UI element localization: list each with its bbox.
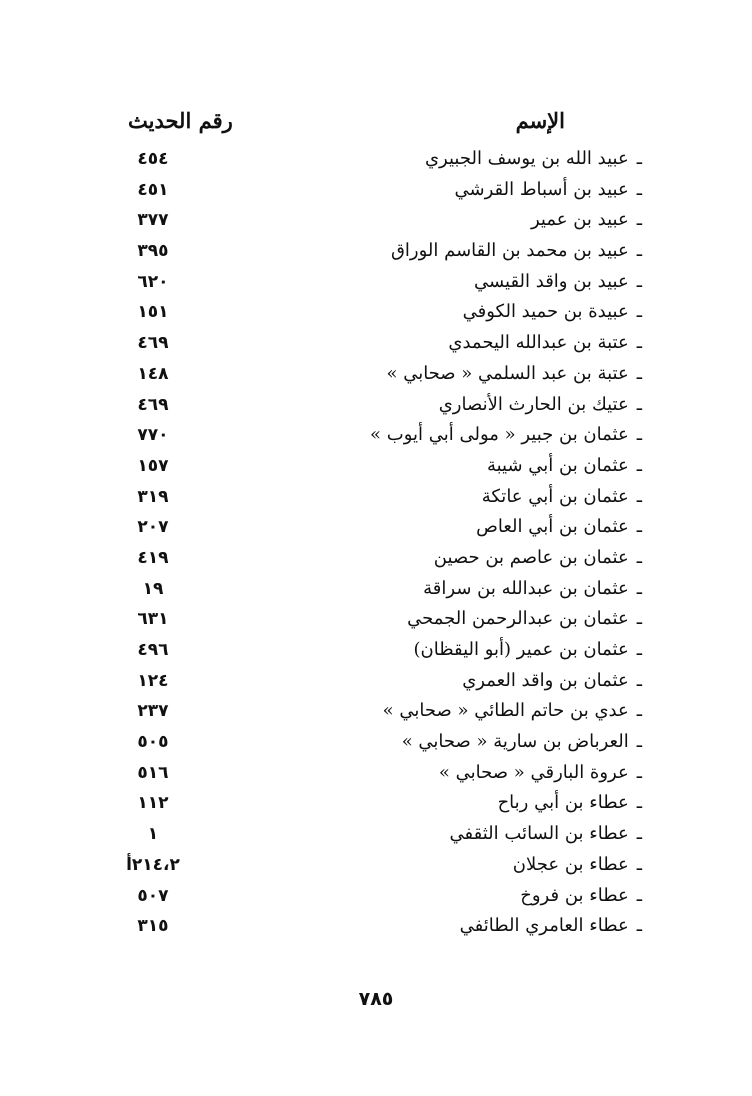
bullet-dash: ـ [636,577,642,599]
bullet-dash: ـ [636,362,642,384]
narrator-name: عثمان بن أبي عاتكة [481,485,629,507]
bullet-dash: ـ [636,915,642,937]
narrator-name: عتبة بن عبد السلمي « صحابي » [386,362,629,384]
bullet-dash: ـ [636,700,642,722]
bullet-dash: ـ [636,485,642,507]
hadith-number: ١ [147,824,159,845]
list-item [0,267,752,298]
narrator-name: عبيدة بن حميد الكوفي [462,301,629,323]
bullet-dash: ـ [636,853,642,875]
index-list [0,144,752,942]
list-item [0,236,752,267]
bullet-dash: ـ [636,516,642,538]
hadith-number: ٢٣٧ [137,701,169,722]
hadith-number: ٥١٦ [137,762,169,783]
list-item [0,758,752,789]
list-item [0,574,752,605]
bullet-dash: ـ [636,209,642,231]
narrator-name: عبيد الله بن يوسف الجبيري [424,148,629,169]
list-item [0,512,752,543]
hadith-number: ٦٣١ [137,609,169,630]
bullet-dash: ـ [636,270,642,292]
bullet-dash: ـ [636,731,642,753]
bullet-dash: ـ [636,240,642,262]
narrator-name: عطاء بن أبي رباح [497,792,629,814]
bullet-dash: ـ [636,454,642,476]
bullet-dash: ـ [636,792,642,814]
bullet-dash: ـ [636,393,642,415]
list-item [0,604,752,635]
narrator-name: عروة البارقي « صحابي » [438,761,629,783]
hadith-number: ٤٦٩ [137,333,169,354]
narrator-name: عطاء بن عجلان [512,853,629,875]
list-item [0,666,752,697]
list-item [0,543,752,574]
list-item [0,881,752,912]
bullet-dash: ـ [636,546,642,568]
list-item [0,144,752,175]
list-item [0,788,752,819]
list-item [0,328,752,359]
hadith-number: ١٥١ [137,302,169,323]
list-item [0,635,752,666]
name-column-header: الإسم [515,108,565,133]
hadith-number: ٣٧٧ [137,210,169,231]
narrator-name: عثمان بن عاصم بن حصين [433,546,629,568]
bullet-dash: ـ [636,884,642,906]
hadith-number: ٣٩٥ [137,241,169,262]
hadith-number: ١١٢ [137,793,169,814]
hadith-number: ٤١٩ [137,547,169,568]
list-item [0,175,752,206]
narrator-name: عبيد بن محمد بن القاسم الوراق [390,240,629,262]
list-item [0,727,752,758]
hadith-number: ١٩ [142,578,164,599]
bullet-dash: ـ [636,332,642,354]
narrator-name: عثمان بن أبي العاص [476,516,629,538]
list-item [0,205,752,236]
list-item [0,390,752,421]
narrator-name: عطاء بن السائب الثقفي [449,823,629,845]
bullet-dash: ـ [636,301,642,323]
hadith-number: ٤٥٤ [137,149,169,169]
hadith-number: ١٥٧ [137,455,169,476]
list-item [0,850,752,881]
list-item [0,359,752,390]
bullet-dash: ـ [636,761,642,783]
narrator-name: العرباض بن سارية « صحابي » [401,731,629,753]
narrator-name: عثمان بن جبير « مولى أبي أيوب » [370,424,629,446]
hadith-number: ٣١٩ [137,486,169,507]
narrator-name: عبيد بن واقد القيسي [473,270,629,292]
list-item [0,482,752,513]
bullet-dash: ـ [636,823,642,845]
list-item [0,451,752,482]
hadith-number: ٤٥١ [137,179,169,200]
narrator-name: عبيد بن أسباط القرشي [454,178,629,200]
narrator-name: عطاء بن فروخ [520,884,629,906]
narrator-name: عثمان بن عمير (أبو اليقظان) [413,639,629,660]
hadith-number: ٧٧٠ [137,425,169,446]
hadith-number: ٢١٤،٢أ [126,854,180,875]
bullet-dash: ـ [636,669,642,691]
bullet-dash: ـ [636,639,642,660]
bullet-dash: ـ [636,608,642,630]
hadith-number: ١٤٨ [137,363,169,384]
narrator-name: عتبة بن عبدالله اليحمدي [448,332,629,354]
narrator-name: عثمان بن عبدالرحمن الجمحي [407,608,629,630]
narrator-name: عتيك بن الحارث الأنصاري [438,393,629,415]
hadith-number: ١٢٤ [137,670,169,691]
narrator-name: عدي بن حاتم الطائي « صحابي » [382,700,629,722]
narrator-name: عثمان بن أبي شيبة [486,454,629,476]
hadith-number: ٥٠٧ [137,885,169,906]
list-item [0,819,752,850]
list-item [0,696,752,727]
narrator-name: عثمان بن واقد العمري [462,669,629,691]
hadith-number: ٦٢٠ [137,271,169,292]
hadith-number: ٤٩٦ [137,640,169,660]
narrator-name: عثمان بن عبدالله بن سراقة [423,577,629,599]
bullet-dash: ـ [636,424,642,446]
bullet-dash: ـ [636,178,642,200]
page-number: ٧٨٥ [358,988,394,1010]
narrator-name: عطاء العامري الطائفي [459,915,629,937]
hadith-number: ٣١٥ [137,916,169,937]
hadith-number: ٤٦٩ [137,394,169,415]
list-item [0,911,752,942]
bullet-dash: ـ [636,148,642,169]
narrator-name: عبيد بن عمير [531,209,629,231]
hadith-number-column-header: رقم الحديث [128,108,233,133]
list-item [0,297,752,328]
hadith-number: ٢٠٧ [137,517,169,538]
list-item [0,420,752,451]
hadith-number: ٥٠٥ [137,732,169,753]
